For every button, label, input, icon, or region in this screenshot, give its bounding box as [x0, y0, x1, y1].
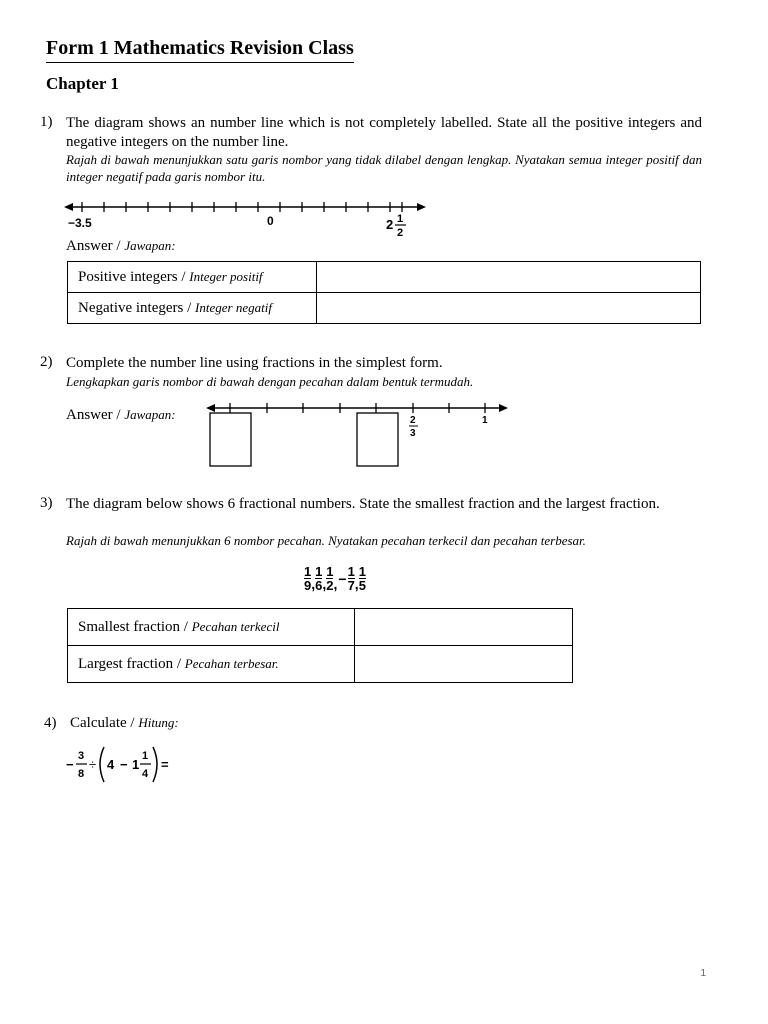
q2-answer-label: Answer / Jawapan: — [66, 407, 176, 423]
q3-row-largest-answer[interactable] — [355, 646, 573, 683]
q1-row-negative-answer[interactable] — [317, 293, 701, 324]
q4-equals: = — [161, 757, 169, 772]
q2-text: Complete the number line using fractions in the simplest form. — [66, 355, 443, 371]
q2-answer-box-1[interactable] — [210, 413, 251, 466]
q3-text-ms: Rajah di bawah menunjukkan 6 nombor pecahan. Nyatakan pecahan terkecil dan pecahan terbesar. — [66, 533, 586, 548]
q3-row-smallest-label: Smallest fraction / Pecahan terkecil — [68, 609, 355, 646]
q3-answer-table — [67, 608, 573, 683]
q1-row-positive-label: Positive integers / Integer positif — [68, 262, 317, 293]
q1-number: 1) — [40, 114, 53, 130]
q4-text: Calculate / Hitung: — [70, 715, 179, 731]
q2-number: 2) — [40, 354, 53, 370]
q3-fraction-list: $\frac{1}{9}$ , $\frac{1}{6}$ , $\frac{1}{2}$ , − $\frac{1}{7}$ , $\frac{1}{5}$ — [304, 564, 366, 593]
q1-label-zero: 0 — [267, 214, 274, 228]
q4-num2: 1 — [142, 750, 149, 762]
q2-text-ms: Lengkapkan garis nombor di bawah dengan pecahan dalam bentuk termudah. — [66, 374, 474, 389]
q1-text: The diagram shows an number line which is not completely labelled. State all the positive integers and negative integers on the number line. — [66, 115, 702, 150]
q1-answer-table — [67, 261, 701, 324]
q2-answer-box-2[interactable] — [357, 413, 398, 466]
q3-fraction-2: $\frac{1}{6}$ — [315, 564, 323, 593]
q4-den1: 8 — [78, 768, 85, 780]
q2-label-den: 3 — [410, 428, 416, 439]
q1-answer-label: Answer / Jawapan: — [66, 238, 176, 254]
q2-label-num: 2 — [410, 415, 416, 426]
q4-expression — [64, 744, 174, 786]
q1-label-right-den: 2 — [397, 227, 404, 239]
q1-label-right-num: 1 — [397, 213, 404, 225]
q3-number: 3) — [40, 495, 53, 511]
q2-label-one: 1 — [482, 415, 488, 426]
q4-sign: − — [66, 757, 74, 772]
q4-num1: 3 — [78, 750, 85, 762]
page-number: 1 — [700, 968, 706, 979]
page-title: Form 1 Mathematics Revision Class — [46, 36, 354, 63]
chapter-heading: Chapter 1 — [46, 74, 119, 93]
q4-number: 4) — [44, 715, 57, 731]
q3-fraction-5: $\frac{1}{5}$ — [358, 564, 366, 593]
q1-text-ms: Rajah di bawah menunjukkan satu garis nombor yang tidak dilabel dengan lengkap. Nyatakan semua integer positif dan integer negatif pada garis nombor itu. — [66, 152, 702, 184]
q1-row-negative-label: Negative integers / Integer negatif — [68, 293, 317, 324]
q1-label-right-whole: 2 — [386, 217, 394, 232]
q1-label-left: −3.5 — [68, 216, 92, 230]
q3-row-smallest-answer[interactable] — [355, 609, 573, 646]
q2-number-line — [204, 396, 510, 472]
q3-text: The diagram below shows 6 fractional numbers. State the smallest fraction and the largest fraction. — [66, 496, 660, 512]
q1-row-positive-answer[interactable] — [317, 262, 701, 293]
q3-fraction-4-sign: − — [338, 570, 347, 587]
q4-divide: ÷ — [89, 757, 97, 772]
q3-fraction-3: $\frac{1}{2}$ — [326, 564, 334, 593]
q4-whole-a: 4 — [107, 757, 115, 772]
q1-number-line — [60, 196, 440, 244]
q3-row-largest-label: Largest fraction / Pecahan terbesar. — [68, 646, 355, 683]
q3-fraction-1: $\frac{1}{9}$ — [304, 564, 312, 593]
q4-whole-b: 1 — [132, 757, 140, 772]
q4-minus: − — [120, 757, 128, 772]
q3-fraction-4: $\frac{1}{7}$ — [347, 564, 355, 593]
q4-den2: 4 — [142, 768, 149, 780]
